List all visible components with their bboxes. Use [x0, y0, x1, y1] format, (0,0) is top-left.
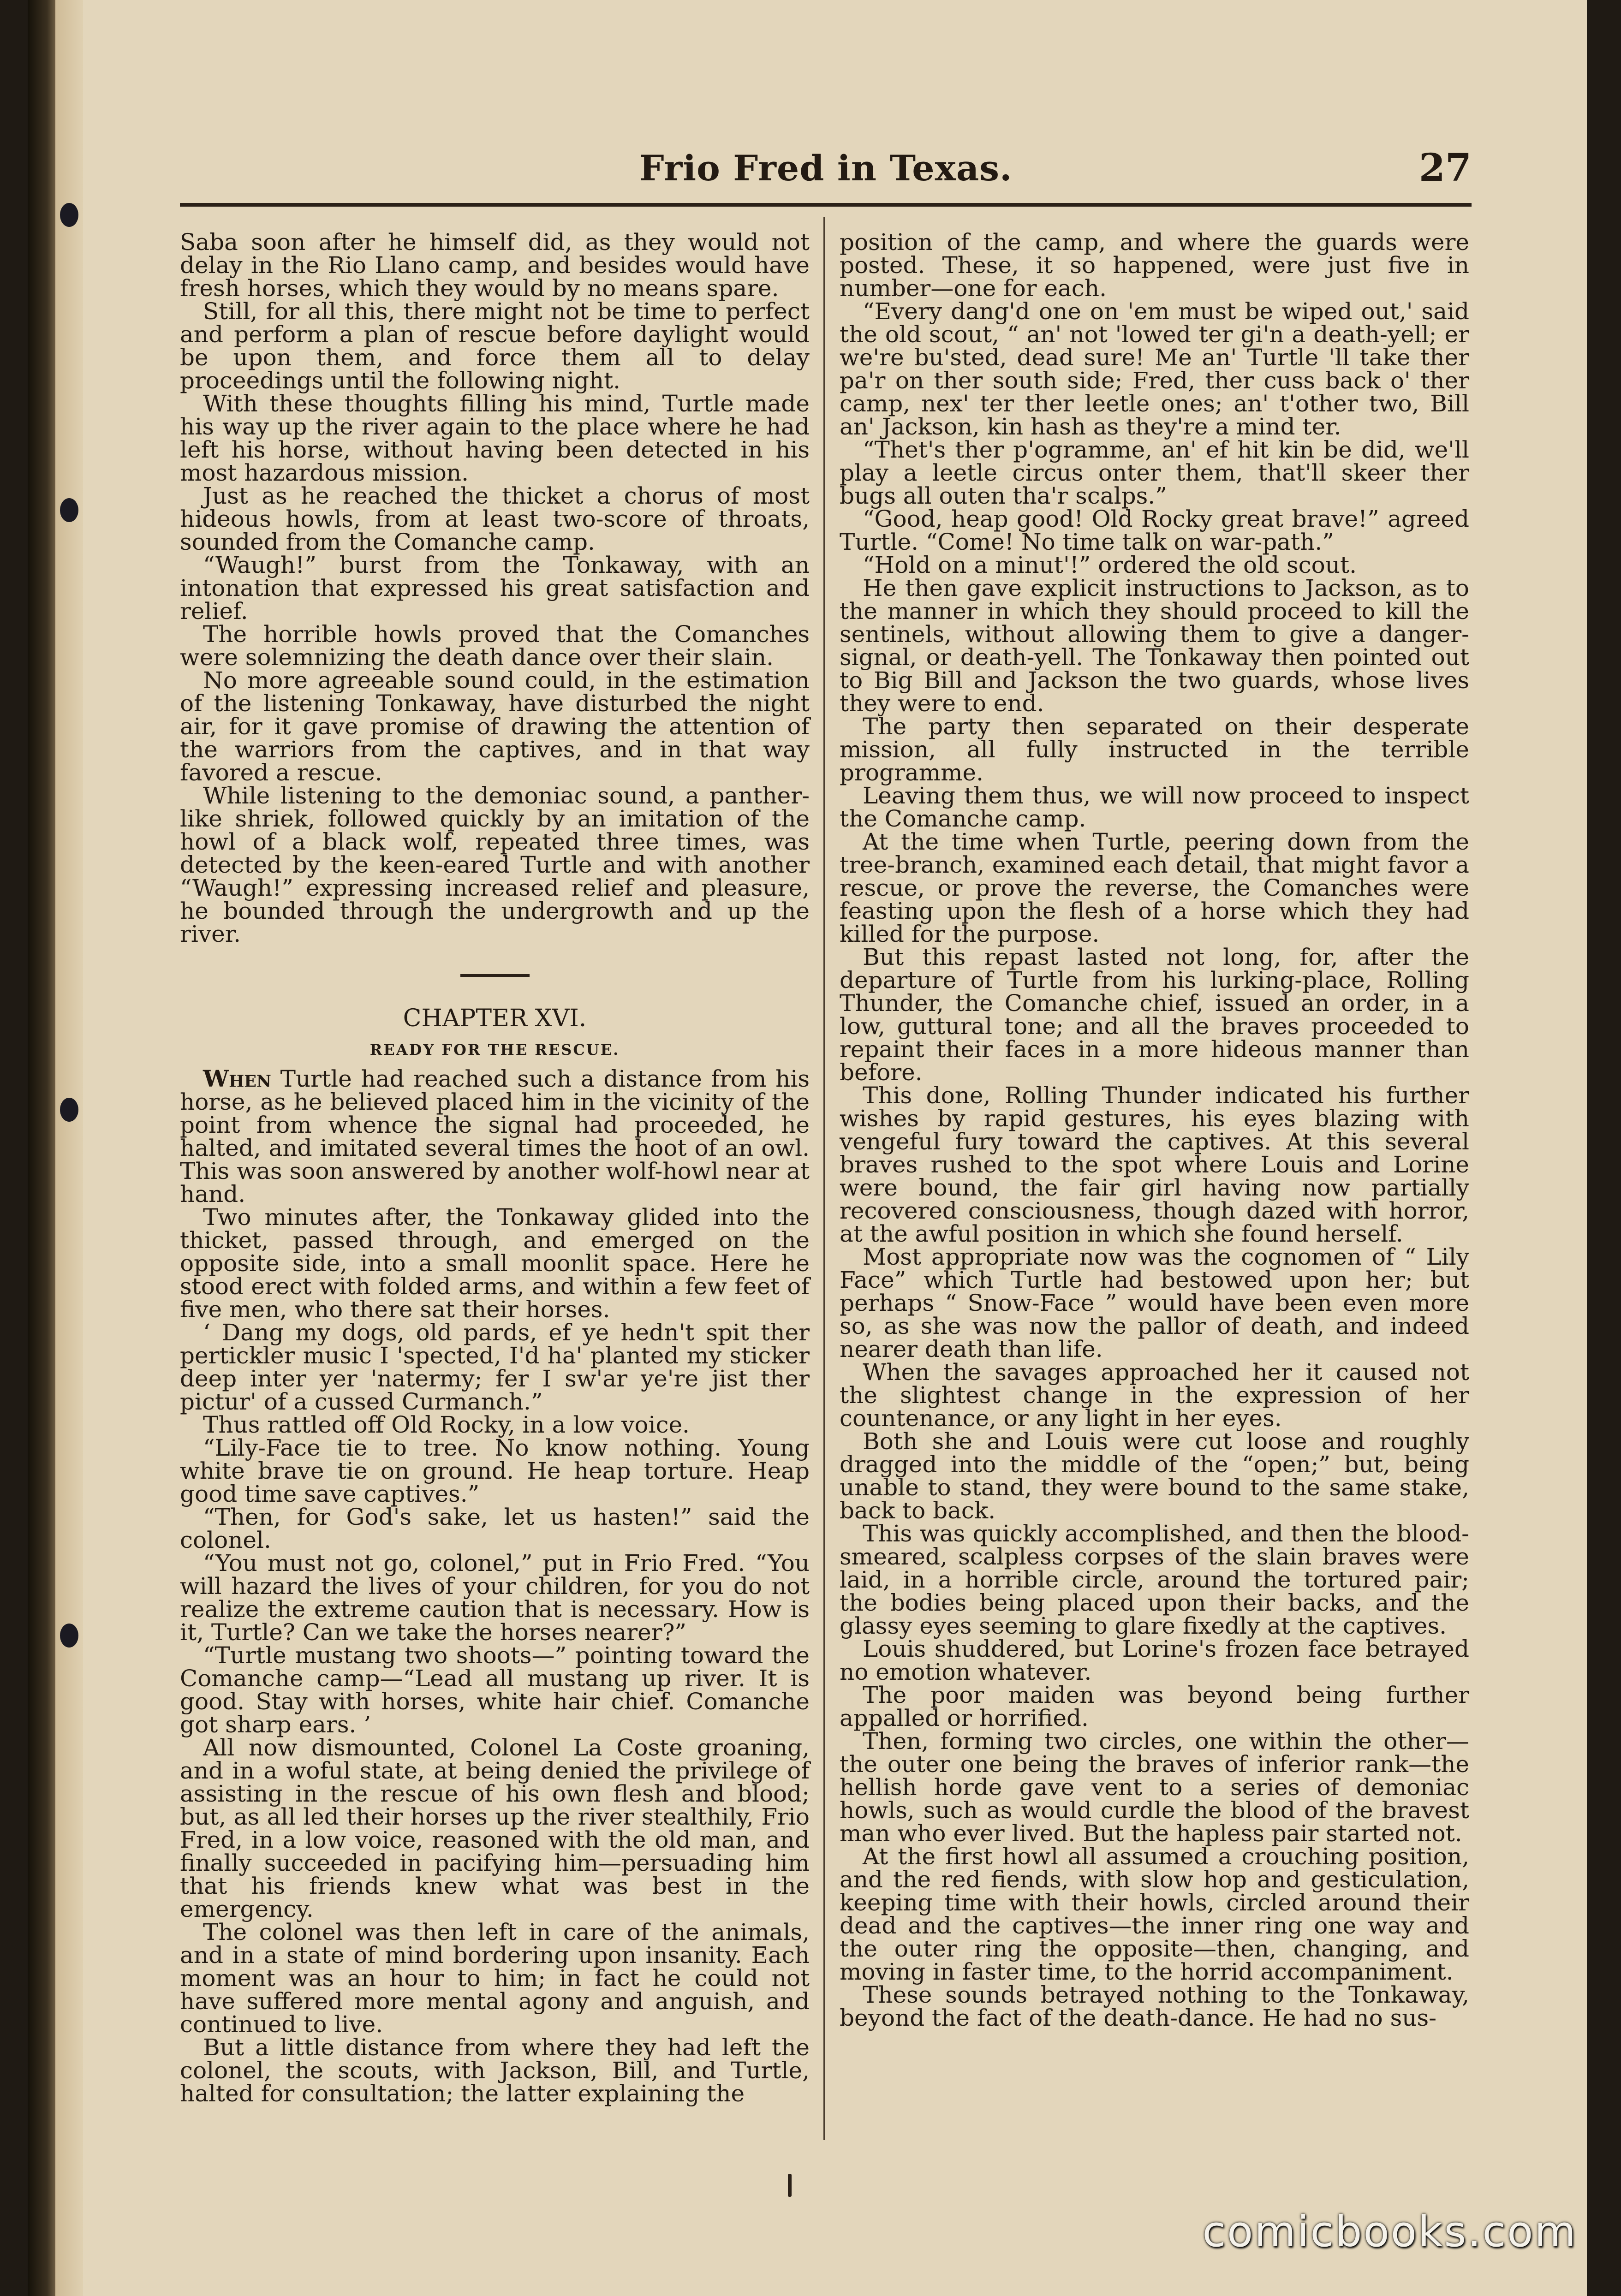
page-sheet: [28, 0, 1587, 2296]
paragraph: The colonel was then left in care of the animals, and in a state of mind bordering upon insanity. Each moment was an hour to him; in fact he could not have suffered more mental agony and anguish, and continued to live.: [180, 1919, 810, 2038]
footer-dagger-mark-icon: [788, 2174, 792, 2197]
paragraph: “Every dang'd one on 'em must be wiped out,' said the old scout, “ an' not 'lowed ter gi'n a death-yell; er we're bu'sted, dead sure! Me an' Turtle 'll take ther pa'r on ther south side; Fred, ther cuss back o' ther camp, nex' ter ther leetle ones; an' t'other two, Bill an' Jackson, kin hash as they're a mind ter.: [840, 298, 1469, 440]
paragraph: “Good, heap good! Old Rocky great brave!” agreed Turtle. “Come! No time talk on war-path.”: [840, 506, 1469, 555]
paragraph: Then, forming two circles, one within the other—the outer one being the braves of inferior rank—the hellish horde gave vent to a series of demoniac howls, such as would curdle the blood of the bravest man who ever lived. But the hapless pair started not.: [840, 1728, 1469, 1847]
page-number: 27: [1418, 146, 1472, 190]
site-watermark: comicbooks.com: [1202, 2207, 1577, 2256]
paragraph: Two minutes after, the Tonkaway glided into the thicket, passed through, and emerged on the opposite side, into a small moonlit space. Here he stood erect with folded arms, and within a few feet of five men, who there sat their horses.: [180, 1204, 810, 1323]
chapter-opening-paragraph: [180, 1067, 810, 1206]
section-divider: [460, 974, 530, 977]
paragraph: ‘ Dang my dogs, old pards, ef ye hedn't spit ther pertickler music I 'spected, I'd ha' planted my sticker deep inter yer 'natermy; fer I sw'ar ye're jist ther pictur' of a cussed Curmanch.”: [180, 1319, 810, 1415]
paragraph: All now dismounted, Colonel La Coste groaning, and in a woful state, at being denied the privilege of assisting in the rescue of his own flesh and blood; but, as all led their horses up the river stealthily, Frio Fred, in a low voice, reasoned with the old man, and finally succeeded in pacifying him—persuading him that his friends knew what was best in the emergency.: [180, 1734, 810, 1922]
paragraph: Still, for all this, there might not be time to perfect and perform a plan of rescue before daylight would be upon them, and force them all to delay proceedings until the following night.: [180, 298, 810, 394]
paragraph-text: Turtle had reached such a distance from his horse, as he believed placed him in the vicinity of the point from whence the signal had proceeded, he halted, and imitated several times the hoot of an owl. This was soon answered by another wolf-howl near at hand.: [180, 1065, 810, 1207]
paragraph: Thus rattled off Old Rocky, in a low voice.: [203, 1411, 690, 1438]
paragraph: Most appropriate now was the cognomen of “ Lily Face” which Turtle had bestowed upon her; but perhaps “ Snow-Face ” would have been even more so, as she was now the pallor of death, and indeed nearer death than life.: [840, 1243, 1469, 1362]
paragraph: “You must not go, colonel,” put in Frio Fred. “You will hazard the lives of your children, for you do not realize the extreme caution that is necessary. How is it, Turtle? Can we take the horses nearer?”: [180, 1550, 810, 1646]
binding-stitch-icon: [60, 1624, 78, 1648]
paragraph: The horrible howls proved that the Comanches were solemnizing the death dance over their slain.: [180, 621, 810, 671]
paragraph: Just as he reached the thicket a chorus of most hideous howls, from at least two-score of throats, sounded from the Comanche camp.: [180, 482, 810, 555]
paragraph: These sounds betrayed nothing to the Tonkaway, beyond the fact of the death-dance. He had no sus-: [840, 1981, 1469, 2031]
paragraph: When the savages approached her it caused not the slightest change in the expression of her countenance, or any light in her eyes.: [840, 1359, 1469, 1432]
right-column: [840, 231, 1469, 2029]
binding-spine: [28, 0, 55, 2296]
paragraph: While listening to the demoniac sound, a panther-like shriek, followed quickly by an imitation of the howl of a black wolf, repeated three times, was detected by the keen-eared Turtle and with another “Waugh!” expressing increased relief and pleasure, he bounded through the undergrowth and up the river.: [180, 782, 810, 947]
paragraph: “Thet's ther p'ogramme, an' ef hit kin be did, we'll play a leetle circus onter them, that'll skeer ther bugs all outen tha'r scalps.”: [840, 436, 1469, 509]
paragraph: At the first howl all assumed a crouching position, and the red fiends, with slow hop and gesticulation, keeping time with their howls, circled around their dead and the captives—the inner ring one way and the outer ring the opposite—then, changing, and moving in faster time, to the horrid accompaniment.: [840, 1843, 1469, 1985]
page-title: Frio Fred in Texas.: [639, 148, 1013, 189]
paragraph: This done, Rolling Thunder indicated his further wishes by rapid gestures, his eyes blazing with vengeful fury toward the captives. At this several braves rushed to the spot where Louis and Lorine were bound, the fair girl having now partially recovered consciousness, though dazed with horror, at the awful position in which she found herself.: [840, 1082, 1469, 1247]
paragraph: “Then, for God's sake, let us hasten!” said the colonel.: [180, 1504, 810, 1553]
running-header: [180, 148, 1472, 198]
paragraph: He then gave explicit instructions to Jackson, as to the manner in which they should proceed to kill the sentinels, without allowing them to give a danger-signal, or death-yell. The Tonkaway then pointed out to Big Bill and Jackson the two guards, whose lives they were to end.: [840, 575, 1469, 717]
paragraph: Louis shuddered, but Lorine's frozen face betrayed no emotion whatever.: [840, 1636, 1469, 1685]
paragraph: “Hold on a minut'!” ordered the old scout.: [863, 552, 1357, 578]
paragraph: position of the camp, and where the guards were posted. These, it so happened, were just five in number—one for each.: [840, 229, 1469, 302]
paragraph: But a little distance from where they had left the colonel, the scouts, with Jackson, Bill, and Turtle, halted for consultation; the latter explaining the: [180, 2034, 810, 2107]
binding-stitch-icon: [60, 498, 78, 522]
paragraph: At the time when Turtle, peering down from the tree-branch, examined each detail, that might favor a rescue, or prove the reverse, the Comanches were feasting upon the flesh of a horse which they had killed for the purpose.: [840, 828, 1469, 947]
paragraph: Both she and Louis were cut loose and roughly dragged into the middle of the “open;” but, being unable to stand, they were bound to the same stake, back to back.: [840, 1428, 1469, 1524]
drop-word: When: [203, 1065, 271, 1092]
paragraph: “Lily-Face tie to tree. No know nothing. Young white brave tie on ground. He heap torture. Heap good time save captives.”: [180, 1434, 810, 1507]
header-rule: [180, 203, 1472, 207]
paragraph: No more agreeable sound could, in the estimation of the listening Tonkaway, have disturbed the night air, for it gave promise of drawing the attention of the warriors from the captives, and in that way favored a rescue.: [180, 667, 810, 786]
paragraph: The poor maiden was beyond being further appalled or horrified.: [840, 1682, 1469, 1731]
binding-stitch-icon: [60, 1098, 78, 1122]
paragraph: “Turtle mustang two shoots—” pointing toward the Comanche camp—“Lead all mustang up river. It is good. Stay with horses, white hair chief. Comanche got sharp ears. ’: [180, 1642, 810, 1738]
paragraph: But this repast lasted not long, for, after the departure of Turtle from his lurking-place, Rolling Thunder, the Comanche chief, issued an order, in a low, guttural tone; and all the braves proceeded to repaint their faces in a more hideous manner than before.: [840, 944, 1469, 1086]
paragraph: Saba soon after he himself did, as they would not delay in the Rio Llano camp, and besides would have fresh horses, which they would by no means spare.: [180, 229, 810, 302]
left-column: [180, 231, 810, 2105]
binding-stitch-icon: [60, 203, 78, 227]
paragraph: This was quickly accomplished, and then the blood-smeared, scalpless corpses of the slain braves were laid, in a horrible circle, around the tortured pair; the bodies being placed upon their backs, and the glassy eyes seeming to glare fixedly at the captives.: [840, 1520, 1469, 1639]
paragraph: “Waugh!” burst from the Tonkaway, with an intonation that expressed his great satisfaction and relief.: [180, 552, 810, 625]
paragraph: Leaving them thus, we will now proceed to inspect the Comanche camp.: [840, 782, 1469, 832]
column-divider: [823, 217, 825, 2140]
paragraph: With these thoughts filling his mind, Turtle made his way up the river again to the place where he had left his horse, without having been detected in his most hazardous mission.: [180, 390, 810, 486]
chapter-title: CHAPTER XVI.: [403, 1005, 587, 1032]
paragraph: The party then separated on their desperate mission, all fully instructed in the terrible programme.: [840, 713, 1469, 786]
chapter-subtitle: READY FOR THE RESCUE.: [369, 1041, 620, 1059]
